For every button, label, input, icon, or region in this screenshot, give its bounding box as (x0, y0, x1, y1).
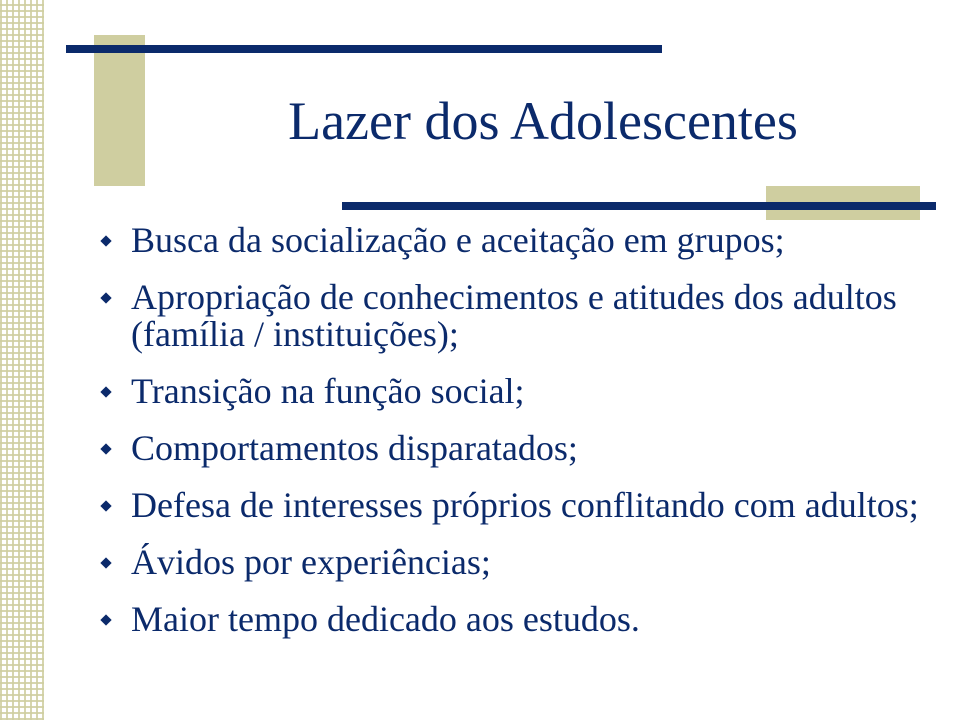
decorative-navy-bottom-line (342, 202, 936, 210)
bullet-text: Transição na função social; (131, 371, 525, 411)
diamond-bullet-icon (100, 614, 111, 625)
diamond-bullet-icon (100, 443, 111, 454)
left-pattern-stripe (0, 0, 44, 720)
bullet-text: Ávidos por experiências; (131, 542, 491, 582)
diamond-bullet-icon (100, 386, 111, 397)
bullet-item (100, 279, 940, 353)
slide-title: Lazer dos Adolescentes (288, 91, 798, 151)
bullet-text: Comportamentos disparatados; (131, 428, 578, 468)
decorative-tan-vertical-bar (94, 35, 145, 186)
bullet-text: Defesa de interesses próprios conflitando com adultos; (131, 485, 919, 525)
diamond-bullet-icon (100, 235, 111, 246)
bullet-item (100, 487, 940, 524)
bullet-text: Apropriação de conhecimentos e atitudes dos adultos (família / instituições); (131, 277, 897, 354)
diamond-bullet-icon (100, 557, 111, 568)
bullet-item (100, 601, 940, 638)
bullet-list (100, 222, 940, 658)
diamond-bullet-icon (100, 292, 111, 303)
bullet-item (100, 373, 940, 410)
bullet-text: Busca da socialização e aceitação em grupos; (131, 220, 785, 260)
bullet-item (100, 544, 940, 581)
diamond-bullet-icon (100, 500, 111, 511)
bullet-text: Maior tempo dedicado aos estudos. (131, 599, 640, 639)
bullet-item (100, 222, 940, 259)
decorative-navy-top-line (66, 45, 662, 53)
bullet-item (100, 430, 940, 467)
